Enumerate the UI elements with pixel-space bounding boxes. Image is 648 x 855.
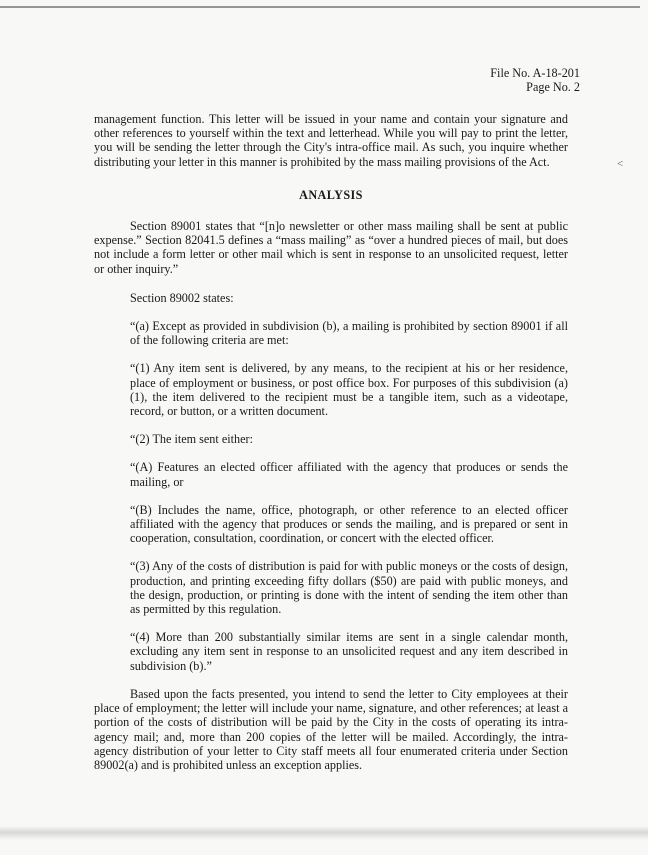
page-number: Page No. 2 bbox=[526, 80, 580, 94]
section-89001-paragraph: Section 89001 states that “[n]o newsletter or other mass mailing shall be sent at public expense.” Section 82041.5 defines a “mass mailing” as “over a hundred pieces of mail, but does not include a form letter or other mail which is sent in response to an unsolicited request, letter or other inquiry.” bbox=[94, 219, 568, 276]
quote-subdivision-a: “(a) Except as provided in subdivision (b), a mailing is prohibited by section 89001 if all of the following criteria are met: bbox=[130, 319, 568, 348]
quote-criterion-4: “(4) More than 200 substantially similar items are sent in a single calendar month, excluding any item sent in response to an unsolicited request and any item described in subdivision (b).” bbox=[130, 630, 568, 673]
scan-top-rule bbox=[0, 6, 640, 8]
file-reference-block bbox=[490, 66, 580, 94]
file-number: File No. A-18-201 bbox=[490, 66, 580, 80]
section-heading: ANALYSIS bbox=[299, 187, 363, 202]
quote-criterion-2b: “(B) Includes the name, office, photograph, or other reference to an elected officer affiliated with the agency that produces or sends the mailing, and is prepared or sent in cooperation, consultation, coordination, or concert with the elected officer. bbox=[130, 502, 568, 546]
quote-criterion-2a: “(A) Features an elected officer affiliated with the agency that produces or sends the mailing, or bbox=[130, 460, 568, 489]
scan-bottom-smudge bbox=[0, 826, 648, 840]
quote-criterion-3: “(3) Any of the costs of distribution is paid for with public moneys or the costs of design, production, and printing exceeding fifty dollars ($50) are paid with public moneys, and the design, production, or printing is done with the intent of sending the item other than as permitted by this regulation. bbox=[130, 559, 568, 617]
intro-paragraph: management function. This letter will be issued in your name and contain your signature and other references to yourself within the text and letterhead. While you will pay to print the letter, you will be sending the letter through the City's intra-office mail. As such, you inquire whether distributing your letter in this manner is prohibited by the mass mailing provisions of the Act. bbox=[94, 112, 568, 169]
margin-mark: < bbox=[617, 158, 624, 170]
quote-criterion-1: “(1) Any item sent is delivered, by any means, to the recipient at his or her residence, place of employment or business, or post office box. For purposes of this subdivision (a)(1), the item delivered to the recipient must be a tangible item, such as a videotape, record, or button, or a written document. bbox=[130, 361, 568, 419]
section-89002-lead: Section 89002 states: bbox=[130, 290, 234, 305]
conclusion-paragraph: Based upon the facts presented, you intend to send the letter to City employees at their place of employment; the letter will include your name, signature, and other references; at least a portion of the costs of distribution will be paid by the City in the costs of operating its intra-agency mail; and, more than 200 copies of the letter will be mailed. Accordingly, the intra-agency distribution of your letter to City staff meets all four enumerated criteria under Section 89002(a) and is prohibited unless an exception applies. bbox=[94, 686, 568, 772]
quote-criterion-2: “(2) The item sent either: bbox=[130, 432, 253, 447]
letter-body bbox=[94, 112, 568, 772]
